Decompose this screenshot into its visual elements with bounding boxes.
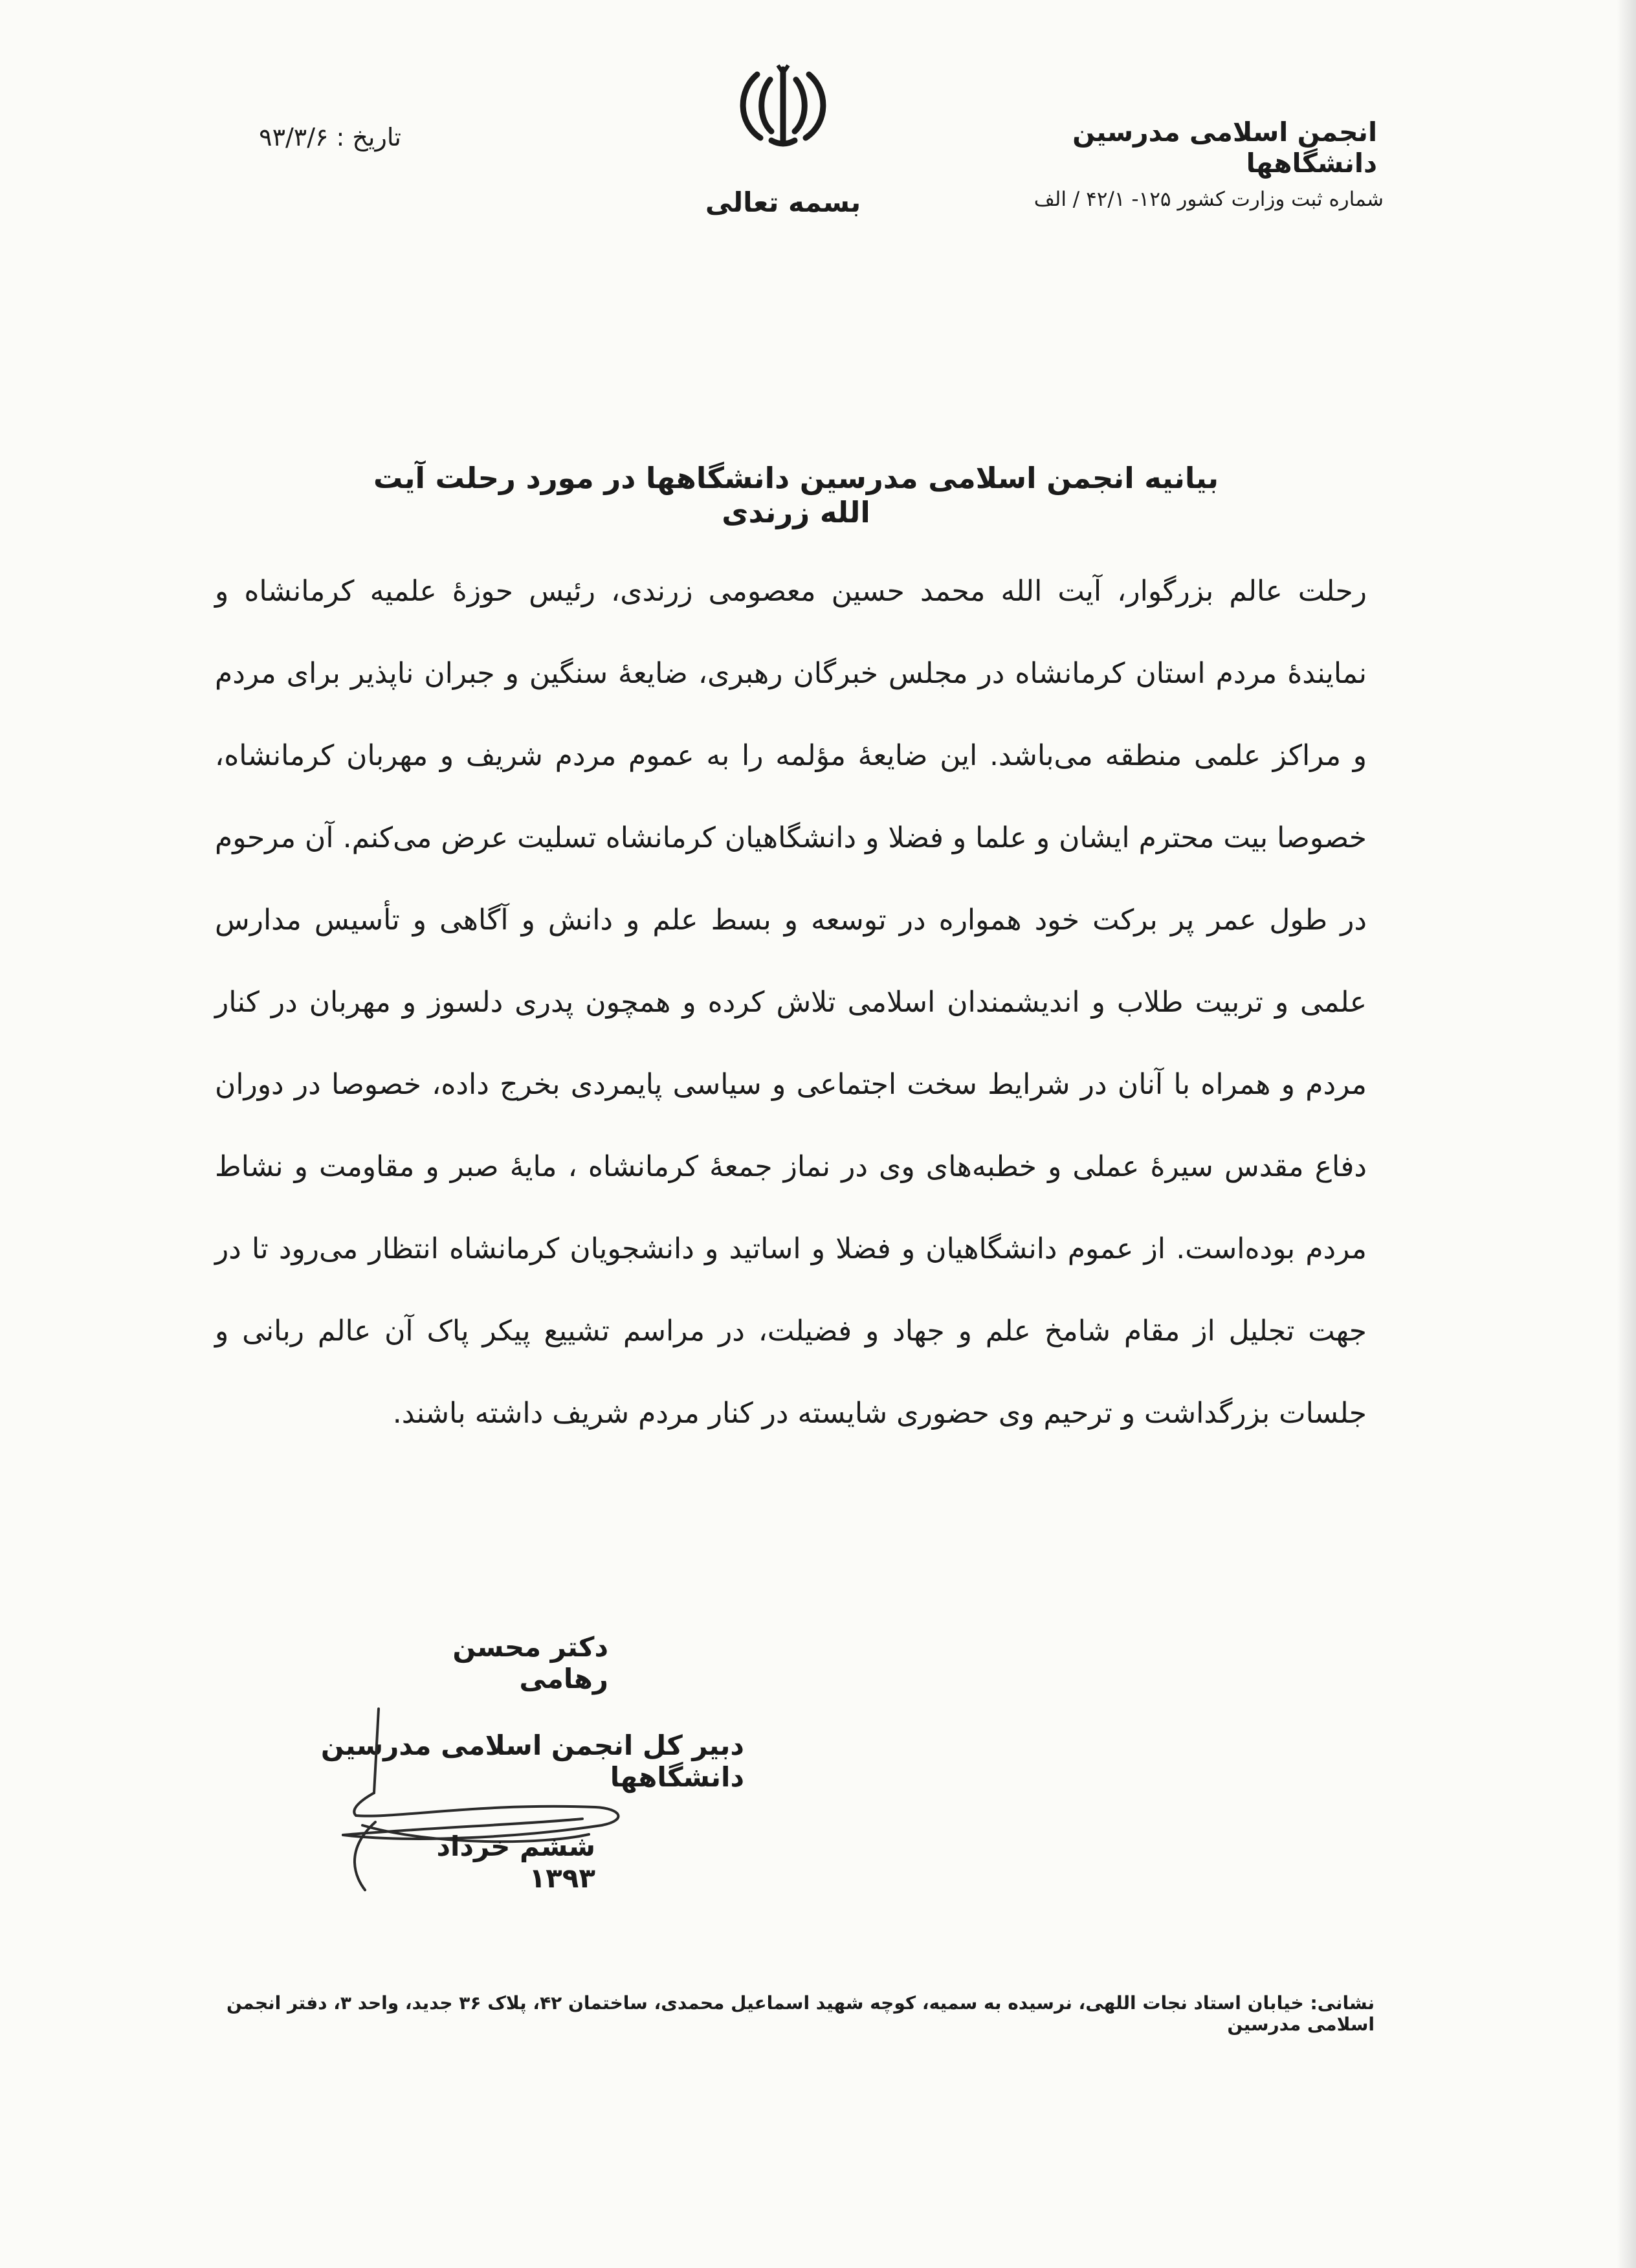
statement-title: بیانیه انجمن اسلامی مدرسین دانشگاهها در مورد رحلت آیت الله زرندی xyxy=(373,461,1219,529)
signature-date: ششم خرداد ۱۳۹۳ xyxy=(436,1830,595,1894)
signatory-position: دبیر کل انجمن اسلامی مدرسین دانشگاهها xyxy=(320,1729,744,1793)
basmala-heading: بسمه تعالی xyxy=(705,186,861,218)
signatory-name: دکتر محسن رهامی xyxy=(452,1631,608,1695)
registration-number: شماره ثبت وزارت کشور ۱۲۵- ۴۲/۱ / الف xyxy=(1034,188,1384,211)
document-date: تاریخ : ۹۳/۳/۶ xyxy=(259,123,401,151)
statement-body: رحلت عالم بزرگوار، آیت الله محمد حسین معصومی زرندی، رئیس حوزهٔ علمیه کرمانشاه و نمایندهٔ مردم استان کرمانشاه در مجلس خبرگان رهبری، ضایعهٔ سنگین و جبران ناپذیر برای مردم و مراکز علمی منطقه می‌باشد. این ضایعهٔ مؤلمه را به عموم مردم شریف و مهربان کرمانشاه، خصوصا بیت محترم ایشان و علما و فضلا و دانشگاهیان کرمانشاه تسلیت عرض می‌کنم. آن مرحوم در طول عمر پر برکت خود همواره در توسعه و بسط علم و دانش و آگاهی و تأسیس مدارس علمی و تربیت طلاب و اندیشمندان اسلامی تلاش کرده و همچون پدری دلسوز و مهربان در کنار مردم و همراه با آنان در شرایط سخت اجتماعی و سیاسی پایمردی بخرج داده، خصوصا در دوران دفاع مقدس سیرهٔ عملی و خطبه‌های وی در نماز جمعهٔ کرمانشاه ، مایهٔ صبر و مقاومت و نشاط مردم بوده‌است. از عموم دانشگاهیان و فضلا و اساتید و دانشجویان کرمانشاه انتظار می‌رود تا در جهت تجلیل از مقام شامخ علم و جهاد و فضیلت، در مراسم تشییع پیکر پاک آن عالم ربانی و جلسات بزرگداشت و ترحیم وی حضوری شایسته در کنار مردم شریف داشته باشند. xyxy=(215,575,1367,1430)
iran-emblem-icon xyxy=(731,61,835,152)
footer-address: نشانی: خیابان استاد نجات اللهی، نرسیده به سمیه، کوچه شهید اسماعیل محمدی، ساختمان ۴۲، پلاک ۳۶ جدید، واحد ۳، دفتر انجمن اسلامی مدرسین xyxy=(226,1992,1375,2035)
page-edge-shadow xyxy=(1617,0,1636,2268)
organization-name: انجمن اسلامی مدرسین دانشگاهها xyxy=(1072,117,1377,179)
